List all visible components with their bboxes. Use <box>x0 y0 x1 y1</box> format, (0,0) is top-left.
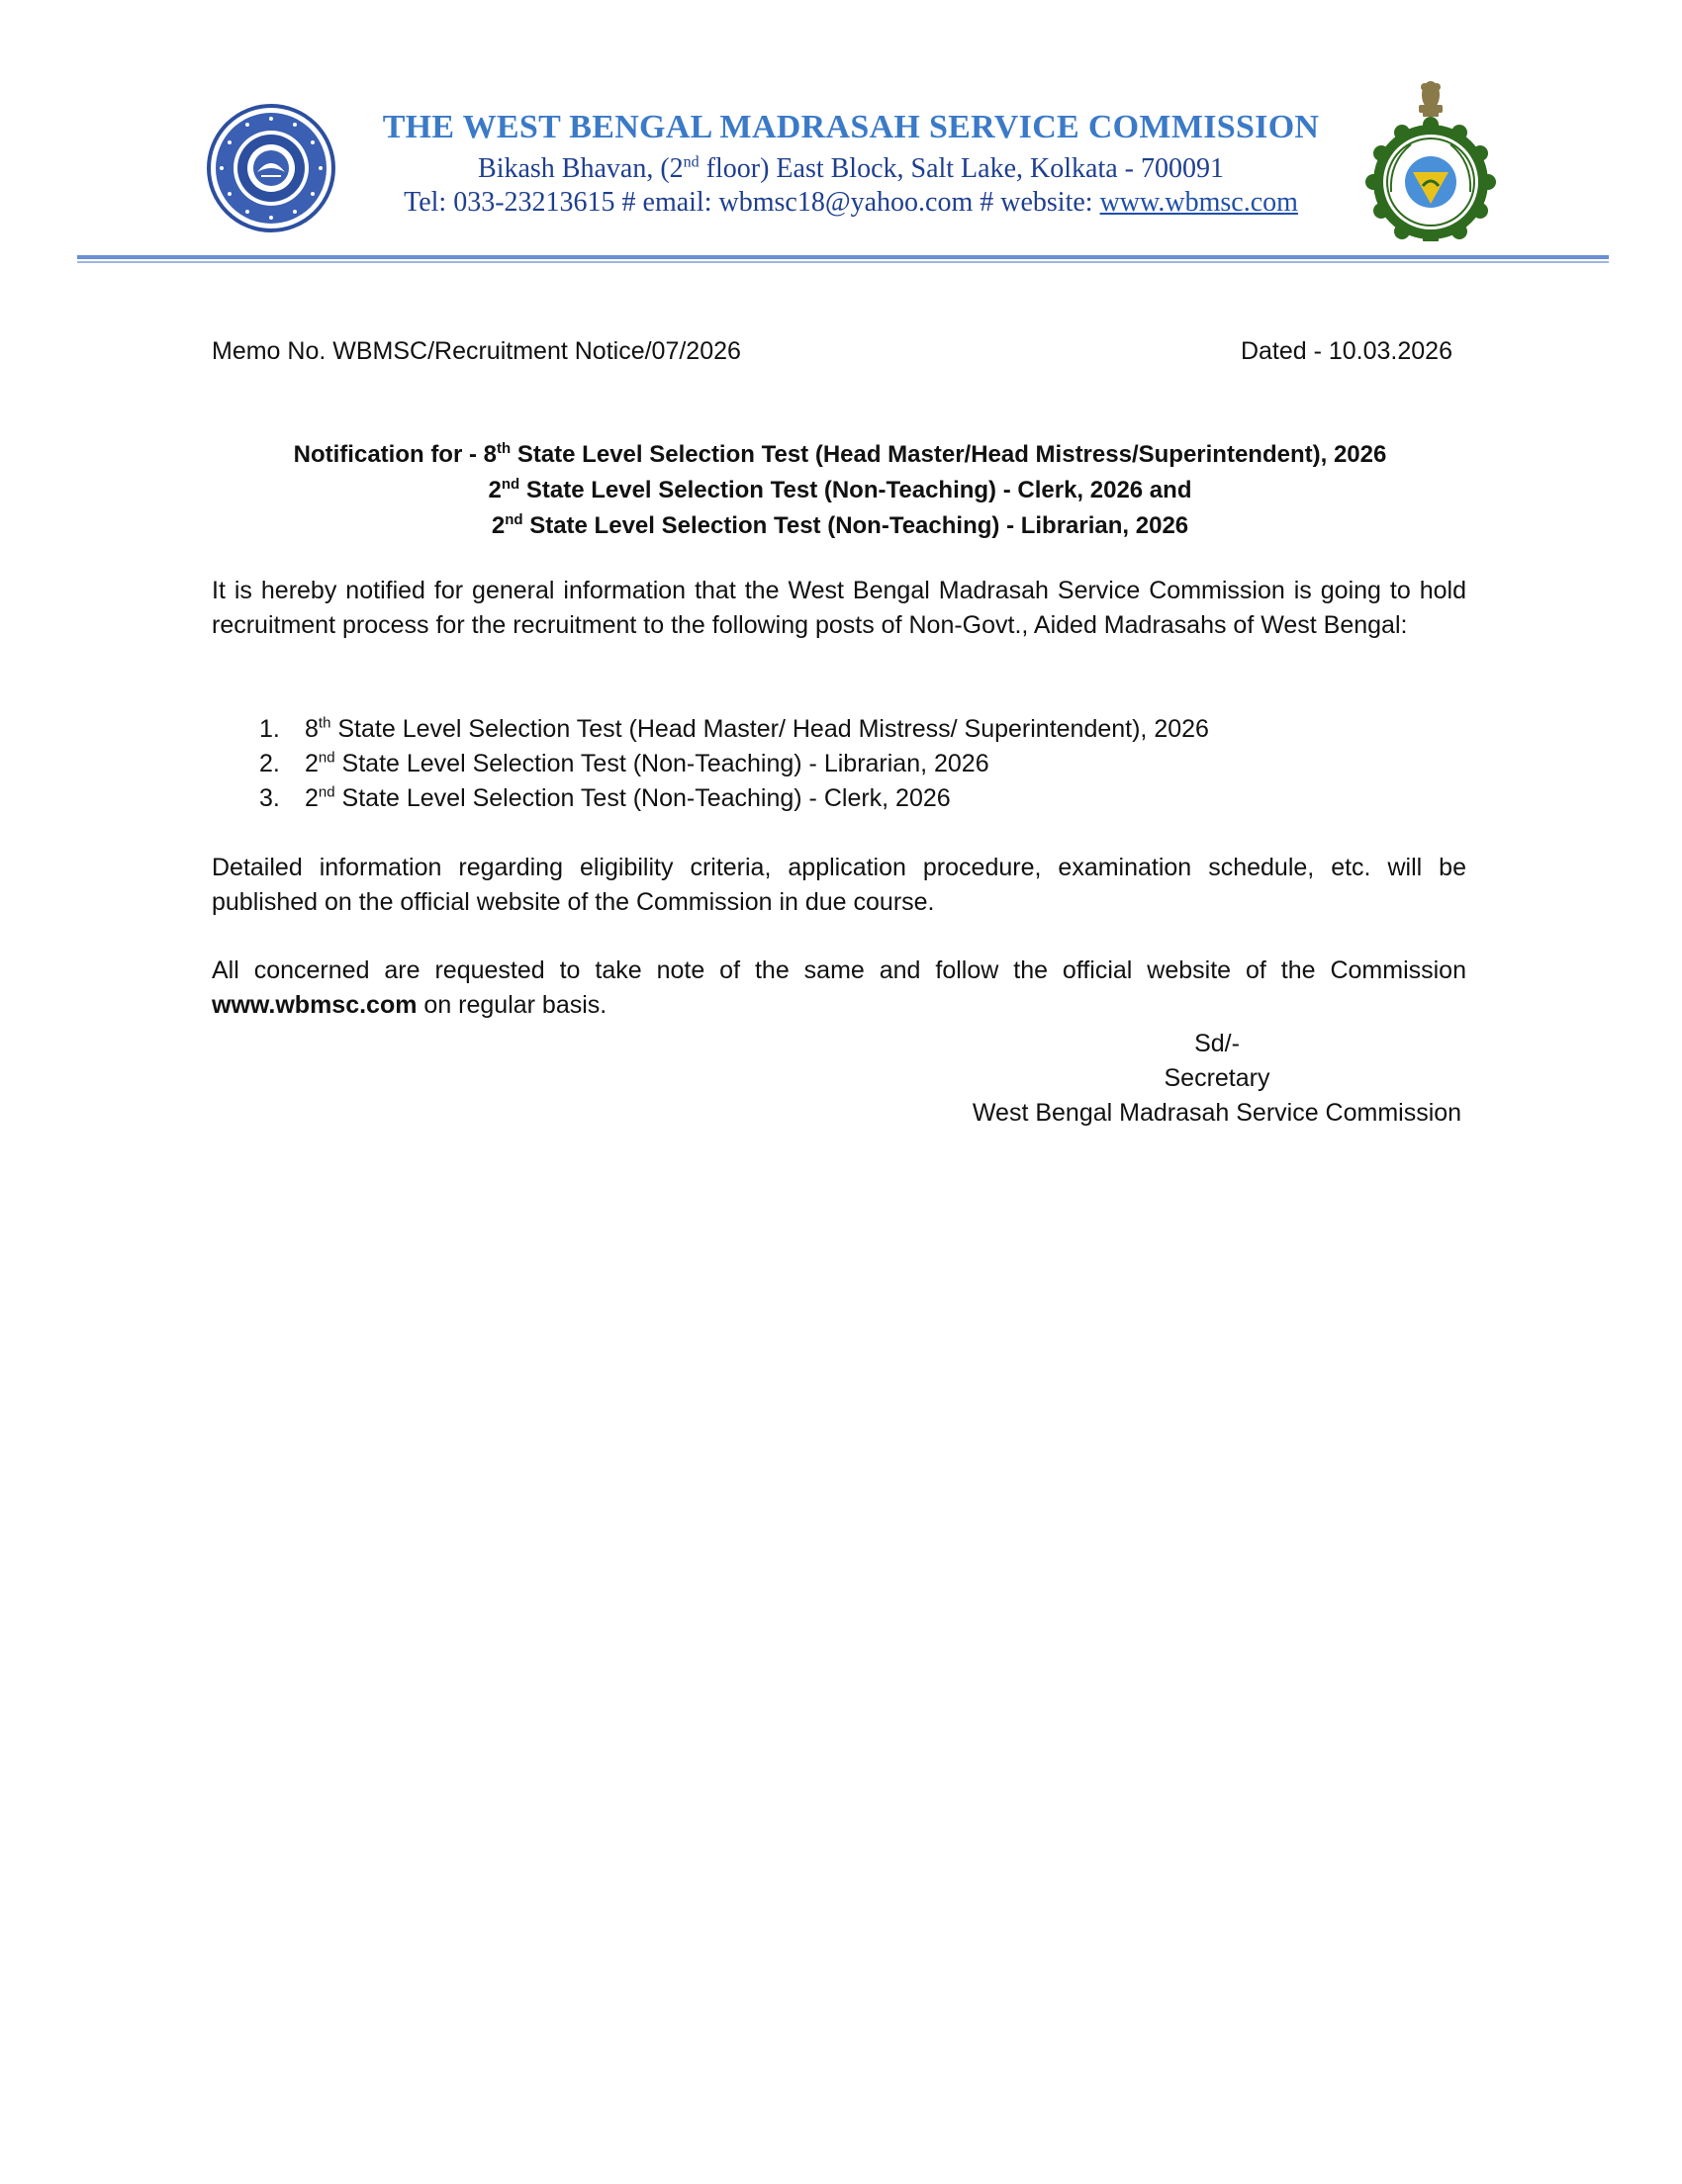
list-item: 1. 8th State Level Selection Test (Head Master/ Head Mistress/ Superintendent), 2026 <box>259 714 1209 743</box>
signature-block <box>950 1027 1484 1131</box>
list-item: 2. 2nd State Level Selection Test (Non-Teaching) - Librarian, 2026 <box>259 749 989 777</box>
heading-line-3: 2nd State Level Selection Test (Non-Teaching) - Librarian, 2026 <box>491 511 1189 539</box>
memo-number: Memo No. WBMSC/Recruitment Notice/07/2026 <box>212 337 741 365</box>
notification-heading <box>212 437 1468 544</box>
letterhead <box>0 0 1682 267</box>
intro-paragraph: It is hereby notified for general information that the West Bengal Madrasah Service Commission is going to hold recruitment process for the recruitment to the following posts of Non-Govt., Aided Madrasahs of West Bengal: <box>212 577 1466 639</box>
commission-seal-icon <box>206 103 336 233</box>
commission-address: Bikash Bhavan, (2nd floor) East Block, Salt Lake, Kolkata - 700091 <box>478 153 1224 184</box>
website-link[interactable]: www.wbmsc.com <box>1099 187 1298 218</box>
signature-organization: West Bengal Madrasah Service Commission <box>972 1099 1462 1127</box>
closing-paragraph: All concerned are requested to take note of the same and follow the official website of the Commission www.wbmsc.com on regular basis. <box>212 956 1466 1019</box>
details-paragraph: Detailed information regarding eligibility criteria, application procedure, examination schedule, etc. will be published on the official website of the Commission in due course. <box>212 854 1466 916</box>
letterhead-divider-thin <box>77 261 1609 263</box>
website-bold-link[interactable]: www.wbmsc.com <box>212 991 418 1019</box>
posts-list <box>212 712 1466 816</box>
commission-contact: Tel: 033-23213615 # email: wbmsc18@yahoo.com # website: www.wbmsc.com <box>404 187 1298 218</box>
heading-line-1: Notification for - 8th State Level Selection Test (Head Master/Head Mistress/Superintendent), 2026 <box>293 440 1387 468</box>
letterhead-divider <box>77 255 1609 259</box>
signature-designation: Secretary <box>1164 1064 1270 1092</box>
list-item: 3. 2nd State Level Selection Test (Non-Teaching) - Clerk, 2026 <box>259 783 951 812</box>
govt-west-bengal-emblem-icon <box>1363 77 1498 241</box>
heading-line-2: 2nd State Level Selection Test (Non-Teaching) - Clerk, 2026 and <box>488 476 1192 503</box>
letterhead-text <box>356 103 1346 220</box>
signature-sd: Sd/- <box>1194 1030 1240 1057</box>
memo-date: Dated - 10.03.2026 <box>1240 337 1452 365</box>
commission-title: THE WEST BENGAL MADRASAH SERVICE COMMISSION <box>382 109 1320 145</box>
